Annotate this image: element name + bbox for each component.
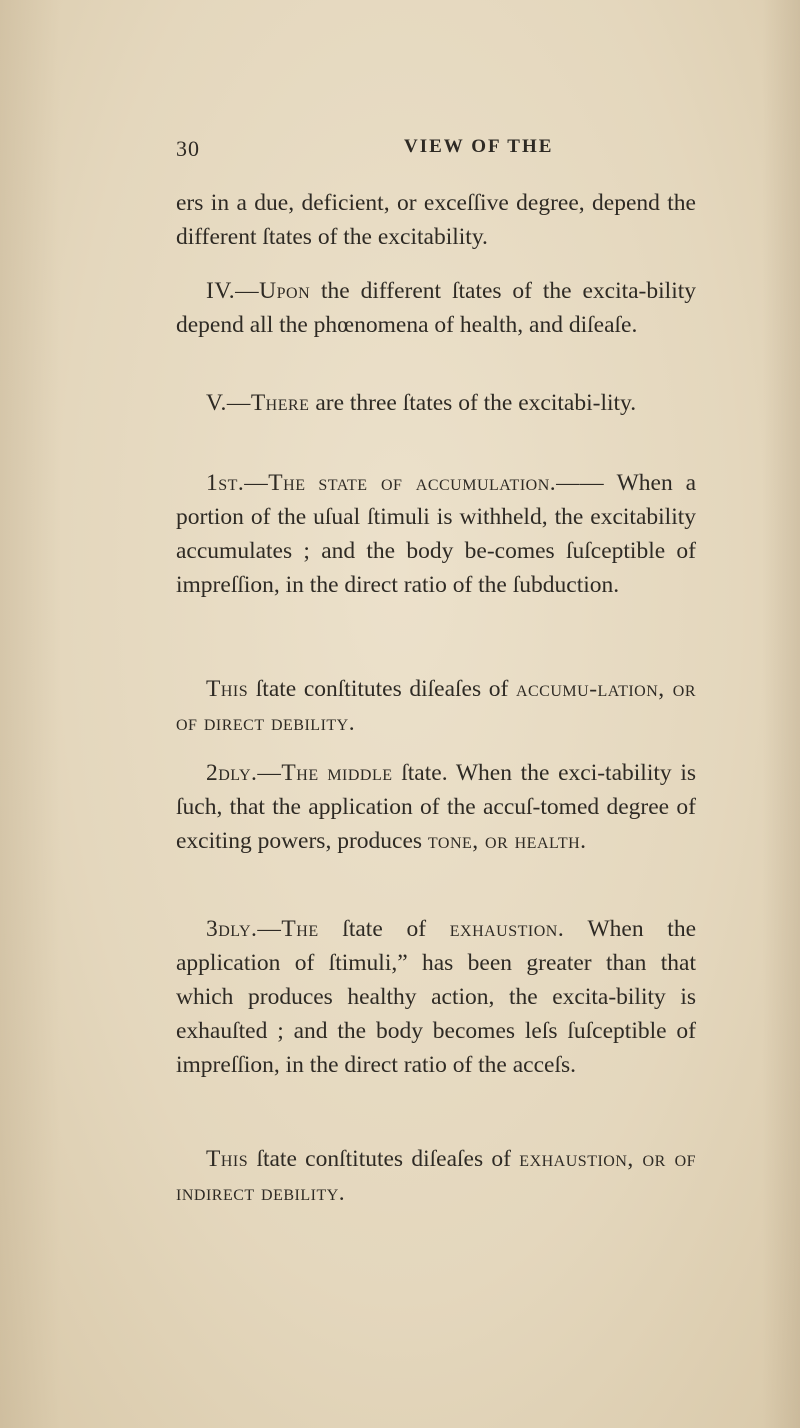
page-header <box>176 136 696 166</box>
paragraph-continuation: ers in a due, deficient, or exceſſive degree, depend the different ſtates of the excitability. <box>176 190 696 250</box>
paragraph-lead: This <box>206 1146 249 1172</box>
running-title: VIEW OF THE <box>404 136 554 157</box>
state-term: ſtate of accumulation.—— <box>318 470 605 496</box>
paragraph-text: When a portion of the uſual ſtimuli is withheld, the excitability accumulates ; and the body be-comes ſuſceptible of impreſſion, in the direct ratio of the ſubduction. <box>176 470 697 598</box>
paragraph-text: ſtate. When the exci-tability is ſuch, that the application of the accuſ-tomed degree of exciting powers, produces <box>176 760 697 854</box>
paragraph-lead: V.—There <box>206 390 310 416</box>
paragraph-v <box>176 386 696 420</box>
paragraph-third-state <box>176 912 696 1082</box>
disease-term: exhaustion, or of indirect debility. <box>176 1146 697 1206</box>
paragraph-accumulation-diseases <box>176 672 696 740</box>
page-shadow-left <box>0 0 60 1428</box>
paragraph-exhaustion-diseases <box>176 1142 696 1210</box>
paragraph-lead: 3dly.—The <box>206 916 319 942</box>
paragraph-text: ſtate conſtitutes diſeaſes of <box>256 1146 511 1172</box>
disease-term: accumu-lation, or of direct debility. <box>176 676 697 736</box>
paragraph-text: When the application of ſtimuli,” has been greater than that which produces healthy action, the excita-bility is exhauſted ; and the body becomes leſs ſuſceptible of impreſſion, in the direct ratio of the acceſs. <box>176 916 697 1078</box>
paragraph-lead: 1ſt.—The <box>206 470 306 496</box>
paragraph-text: the different ſtates of the excita-bility depend all the phœnomena of health, and diſeaſe. <box>176 278 697 338</box>
paragraph-text: ſtate of <box>342 916 427 942</box>
health-term: tone, or health. <box>427 828 587 854</box>
paragraph-lead: This <box>206 676 249 702</box>
paragraph-second-state <box>176 756 696 858</box>
page-number: 30 <box>176 136 200 161</box>
paragraph-iv <box>176 274 696 342</box>
paragraph-text: are three ſtates of the excitabi-lity. <box>315 390 637 416</box>
state-term: exhaustion. <box>449 916 565 942</box>
state-term: middle <box>327 760 393 786</box>
paragraph-lead: IV.—Upon <box>206 278 311 304</box>
paragraph-lead: 2dly.—The <box>206 760 319 786</box>
paragraph-text: ſtate conſtitutes diſeaſes of <box>255 676 509 702</box>
page-shadow-right <box>762 0 800 1428</box>
paragraph-first-state <box>176 466 696 602</box>
